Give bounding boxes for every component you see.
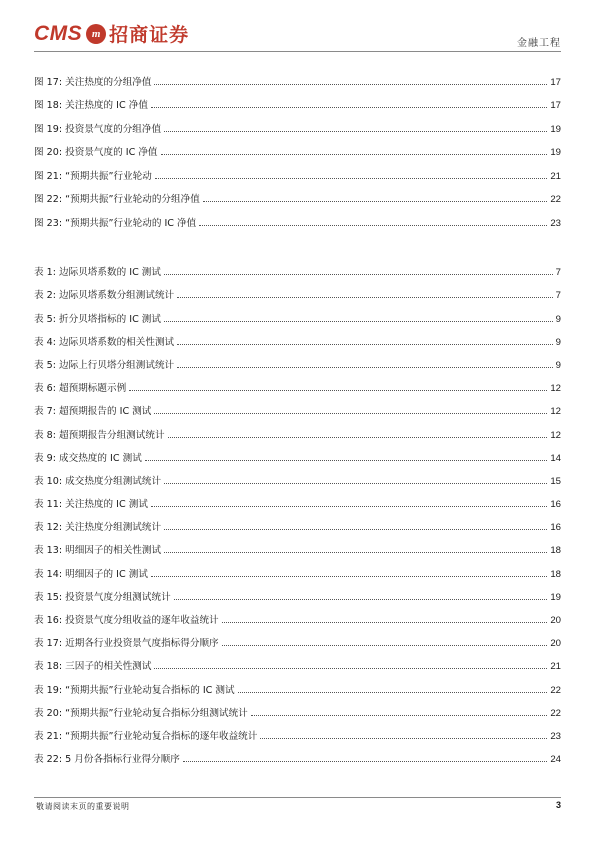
toc-entry-page: 21: [550, 170, 561, 182]
toc-leader-dots: [154, 412, 547, 414]
toc-entry-label: 图 21: “预期共振”行业轮动: [34, 170, 152, 182]
toc-entry-page: 9: [555, 336, 561, 348]
toc-entry-page: 9: [555, 313, 561, 325]
toc-entry-page: 12: [550, 383, 561, 395]
table-toc-entry[interactable]: [34, 441, 561, 464]
figure-list: [34, 64, 561, 229]
figure-toc-entry[interactable]: [34, 111, 561, 135]
toc-entry-label: 表 9: 成交热度的 IC 测试: [34, 452, 142, 464]
toc-leader-dots: [164, 482, 547, 484]
figure-toc-entry[interactable]: [34, 135, 561, 159]
disclaimer-note: 敬请阅读末页的重要说明: [36, 802, 130, 811]
toc-leader-dots: [222, 644, 548, 646]
logo-latin-text: CMS: [34, 21, 83, 45]
toc-entry-label: 表 4: 边际贝塔系数的相关性测试: [34, 336, 175, 348]
table-toc-entry[interactable]: [34, 464, 561, 487]
page-header: [34, 20, 561, 50]
toc-leader-dots: [151, 575, 547, 577]
toc-leader-dots: [161, 153, 548, 155]
toc-entry-page: 15: [550, 475, 561, 487]
logo-badge-icon: m: [86, 24, 106, 44]
toc-entry-label: 表 15: 投资景气度分组测试统计: [34, 591, 171, 603]
toc-entry-page: 12: [550, 429, 561, 441]
table-toc-entry[interactable]: [34, 580, 561, 603]
section-title: 金融工程: [517, 38, 561, 49]
table-toc-entry[interactable]: [34, 278, 561, 301]
toc-leader-dots: [222, 621, 548, 623]
toc-entry-label: 表 14: 明细因子的 IC 测试: [34, 568, 148, 580]
toc-entry-page: 22: [550, 707, 561, 719]
toc-leader-dots: [260, 737, 547, 739]
toc-entry-label: 表 19: “预期共振”行业轮动复合指标的 IC 测试: [34, 684, 235, 696]
toc-leader-dots: [203, 200, 548, 202]
toc-entry-page: 19: [550, 591, 561, 603]
toc-entry-page: 24: [550, 754, 561, 766]
table-list: [34, 255, 561, 765]
toc-entry-page: 16: [550, 499, 561, 511]
toc-entry-page: 7: [555, 267, 561, 279]
page-number: 3: [555, 800, 561, 810]
toc-entry-page: 22: [550, 684, 561, 696]
company-logo: [34, 20, 189, 47]
toc-leader-dots: [177, 343, 553, 345]
toc-entry-page: 22: [550, 194, 561, 205]
toc-entry-label: 表 5: 折分贝塔指标的 IC 测试: [34, 313, 161, 325]
toc-leader-dots: [164, 320, 553, 322]
figure-toc-entry[interactable]: [34, 205, 561, 229]
toc-entry-page: 7: [555, 290, 561, 302]
table-toc-entry[interactable]: [34, 487, 561, 510]
toc-leader-dots: [199, 224, 547, 226]
table-toc-entry[interactable]: [34, 719, 561, 742]
toc-entry-page: 9: [555, 359, 561, 371]
toc-entry-label: 表 16: 投资景气度分组收益的逐年收益统计: [34, 615, 219, 626]
toc-entry-label: 图 20: 投资景气度的 IC 净值: [34, 147, 158, 158]
table-toc-entry[interactable]: [34, 626, 561, 649]
toc-entry-page: 18: [550, 545, 561, 557]
toc-leader-dots: [151, 106, 547, 108]
toc-entry-page: 20: [550, 615, 561, 626]
toc-entry-label: 表 11: 关注热度的 IC 测试: [34, 499, 148, 511]
figure-toc-entry[interactable]: [34, 182, 561, 206]
figure-toc-entry[interactable]: [34, 158, 561, 182]
toc-leader-dots: [129, 389, 547, 391]
toc-entry-label: 表 5: 边际上行贝塔分组测试统计: [34, 359, 175, 371]
toc-entry-page: 16: [550, 522, 561, 534]
table-toc-entry[interactable]: [34, 255, 561, 278]
toc-entry-label: 表 7: 超预期报告的 IC 测试: [34, 406, 152, 418]
toc-leader-dots: [177, 296, 553, 298]
table-toc-entry[interactable]: [34, 696, 561, 719]
toc-entry-label: 表 6: 超预期标题示例: [34, 383, 127, 395]
header-divider: [34, 51, 561, 52]
toc-entry-label: 表 1: 边际贝塔系数的 IC 测试: [34, 267, 161, 279]
toc-entry-label: 表 20: “预期共振”行业轮动复合指标分组测试统计: [34, 707, 248, 719]
toc-leader-dots: [145, 459, 548, 461]
toc-entry-page: 23: [550, 730, 561, 742]
table-toc-entry[interactable]: [34, 394, 561, 417]
toc-leader-dots: [164, 551, 547, 553]
toc-entry-page: 19: [550, 147, 561, 158]
table-toc-entry[interactable]: [34, 649, 561, 672]
toc-entry-page: 23: [550, 217, 561, 229]
table-toc-entry[interactable]: [34, 301, 561, 324]
toc-entry-page: 19: [550, 123, 561, 135]
toc-entry-label: 图 19: 投资景气度的分组净值: [34, 123, 162, 135]
table-toc-entry[interactable]: [34, 742, 561, 765]
toc-leader-dots: [183, 760, 548, 762]
toc-entry-label: 表 17: 近期各行业投资景气度指标得分顺序: [34, 638, 219, 650]
logo-chinese-text: 招商证券: [109, 24, 190, 46]
toc-leader-dots: [168, 436, 548, 438]
toc-entry-page: 21: [550, 661, 561, 673]
table-toc-entry[interactable]: [34, 556, 561, 579]
toc-leader-dots: [155, 177, 548, 179]
table-toc-entry[interactable]: [34, 510, 561, 533]
table-toc-entry[interactable]: [34, 348, 561, 371]
figure-toc-entry[interactable]: [34, 64, 561, 88]
toc-leader-dots: [251, 714, 548, 716]
toc-entry-label: 表 13: 明细因子的相关性测试: [34, 545, 162, 557]
toc-leader-dots: [154, 83, 547, 85]
table-toc-entry[interactable]: [34, 672, 561, 695]
toc-entry-label: 表 10: 成交热度分组测试统计: [34, 475, 162, 487]
table-toc-entry[interactable]: [34, 371, 561, 394]
toc-entry-label: 图 23: “预期共振”行业轮动的 IC 净值: [34, 217, 197, 229]
toc-entry-label: 图 18: 关注热度的 IC 净值: [34, 100, 148, 111]
toc-entry-label: 表 2: 边际贝塔系数分组测试统计: [34, 290, 175, 302]
toc-leader-dots: [238, 691, 548, 693]
toc-entry-label: 表 18: 三因子的相关性测试: [34, 661, 152, 673]
toc-entry-label: 图 22: “预期共振”行业轮动的分组净值: [34, 194, 200, 205]
toc-entry-label: 表 8: 超预期报告分组测试统计: [34, 429, 165, 441]
toc-entry-page: 12: [550, 406, 561, 418]
toc-entry-page: 20: [550, 638, 561, 650]
toc-entry-page: 17: [550, 76, 561, 88]
toc-entry-page: 14: [550, 452, 561, 464]
toc-leader-dots: [164, 130, 547, 132]
toc-leader-dots: [164, 528, 547, 530]
toc-leader-dots: [164, 273, 553, 275]
table-toc-entry[interactable]: [34, 325, 561, 348]
footer-divider: [34, 797, 561, 798]
table-toc-entry[interactable]: [34, 533, 561, 556]
figure-toc-entry[interactable]: [34, 88, 561, 112]
toc-entry-label: 表 22: 5 月份各指标行业得分顺序: [34, 754, 180, 766]
toc-entry-label: 图 17: 关注热度的分组净值: [34, 76, 152, 88]
toc-leader-dots: [151, 505, 547, 507]
toc-leader-dots: [154, 667, 547, 669]
toc-leader-dots: [177, 366, 553, 368]
table-toc-entry[interactable]: [34, 417, 561, 440]
toc-entry-label: 表 12: 关注热度分组测试统计: [34, 522, 162, 534]
toc-entry-label: 表 21: “预期共振”行业轮动复合指标的逐年收益统计: [34, 730, 258, 742]
toc-entry-page: 17: [550, 100, 561, 111]
toc-leader-dots: [174, 598, 548, 600]
toc-entry-page: 18: [550, 568, 561, 580]
table-toc-entry[interactable]: [34, 603, 561, 626]
